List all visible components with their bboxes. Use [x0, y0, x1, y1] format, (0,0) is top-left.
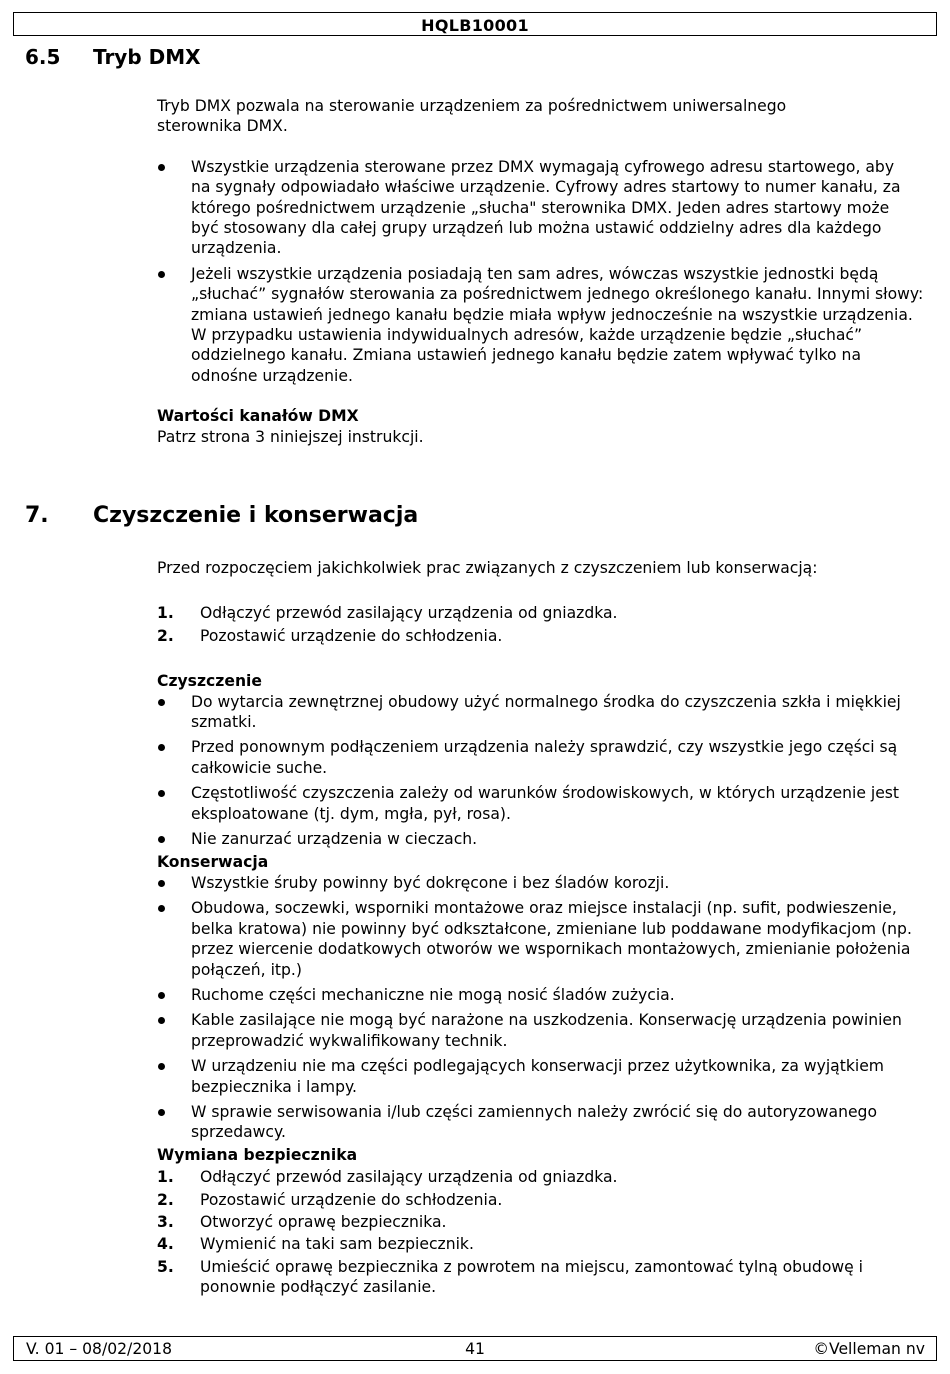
step-text: Wymienić na taki sam bezpiecznik.: [200, 1235, 474, 1254]
maintenance-heading: Konserwacja: [157, 853, 269, 872]
list-item: Kable zasilające nie mogą być narażone na uszkodzenia. Konserwację urządzenia powinien przeprowadzić wykwalifikowany technik.: [157, 1010, 927, 1051]
list-item: Przed ponownym podłączeniem urządzenia należy sprawdzić, czy wszystkie jego części są całkowicie suche.: [157, 737, 927, 778]
list-item: W sprawie serwisowania i/lub części zamiennych należy zwrócić się do autoryzowanego sprzedawcy.: [157, 1102, 927, 1143]
list-item: Częstotliwość czyszczenia zależy od warunków środowiskowych, w których urządzenie jest eksploatowane (tj. dym, mgła, pył, rosa).: [157, 783, 927, 824]
fuse-steps: [157, 1167, 927, 1297]
dmx-intro: Tryb DMX pozwala na sterowanie urządzeniem za pośrednictwem uniwersalnego sterownika DMX.: [157, 97, 787, 136]
list-item: [157, 1167, 927, 1187]
list-item: [157, 1234, 927, 1254]
list-item: Wszystkie śruby powinny być dokręcone i bez śladów korozji.: [157, 873, 927, 893]
list-item: [157, 1212, 927, 1232]
step-number: 2.: [157, 626, 174, 645]
dmx-bullet-list: [157, 157, 927, 386]
dmx-channel-heading: Wartości kanałów DMX: [157, 407, 359, 426]
section-title: Czyszczenie i konserwacja: [93, 503, 419, 528]
list-item: Ruchome części mechaniczne nie mogą nosić śladów zużycia.: [157, 985, 927, 1005]
maintenance-list: [157, 873, 927, 1143]
list-item: [157, 1190, 927, 1210]
page-number: 41: [465, 1340, 485, 1358]
list-item: Do wytarcia zewnętrznej obudowy użyć normalnego środka do czyszczenia szkła i miękkiej szmatki.: [157, 692, 927, 733]
maintenance-intro: Przed rozpoczęciem jakichkolwiek prac związanych z czyszczeniem lub konserwacją:: [157, 559, 818, 577]
step-number: 2.: [157, 1190, 174, 1209]
step-number: 1.: [157, 604, 174, 623]
step-number: 4.: [157, 1235, 174, 1254]
list-item: W urządzeniu nie ma części podlegających konserwacji przez użytkownika, za wyjątkiem bezpiecznika i lampy.: [157, 1056, 927, 1097]
pre-maintenance-steps: [157, 603, 927, 646]
section-7-body: [157, 558, 927, 1298]
page-footer: [13, 1336, 937, 1361]
step-text: Otworzyć oprawę bezpiecznika.: [200, 1212, 447, 1231]
step-text: Umieścić oprawę bezpiecznika z powrotem na miejscu, zamontować tylną obudowę i ponownie podłączyć zasilanie.: [200, 1257, 864, 1297]
step-text: Pozostawić urządzenie do schłodzenia.: [200, 1190, 503, 1209]
cleaning-list: [157, 692, 927, 850]
step-text: Pozostawić urządzenie do schłodzenia.: [200, 626, 503, 645]
list-item: Nie zanurzać urządzenia w cieczach.: [157, 829, 927, 849]
list-item: Wszystkie urządzenia sterowane przez DMX wymagają cyfrowego adresu startowego, aby na sygnały odpowiadało właściwe urządzenie. Cyfrowy adres startowy to numer kanału, za którego pośrednictwem urządzenie „słucha" sterownika DMX. Jeden adres startowy może być stosowany dla całej grupy urządzeń lub można ustawić oddzielny adres dla każdego urządzenia.: [157, 157, 927, 259]
page-header: [13, 12, 937, 36]
section-title: Tryb DMX: [93, 45, 201, 69]
list-item: [157, 603, 927, 623]
cleaning-heading: Czyszczenie: [157, 672, 262, 691]
version-date: V. 01 – 08/02/2018: [26, 1340, 173, 1358]
dmx-channel-text: Patrz strona 3 niniejszej instrukcji.: [157, 427, 424, 446]
step-number: 1.: [157, 1168, 174, 1187]
list-item: [157, 1257, 927, 1298]
section-number: 7.: [25, 503, 49, 528]
step-number: 5.: [157, 1257, 174, 1276]
section-6-5-body: [157, 96, 927, 447]
step-text: Odłączyć przewód zasilający urządzenia od gniazdka.: [200, 604, 618, 623]
document-code: HQLB10001: [421, 16, 529, 35]
step-number: 3.: [157, 1212, 174, 1231]
list-item: [157, 626, 927, 646]
section-number: 6.5: [25, 45, 61, 69]
list-item: Jeżeli wszystkie urządzenia posiadają ten sam adres, wówczas wszystkie jednostki będą „słuchać” sygnałów sterowania za pośrednictwem jednego określonego kanału. Innymi słowy: zmiana ustawień jednego kanału będzie miała wpływ jednocześnie na wszystkie urządzenia. W przypadku ustawienia indywidualnych adresów, każde urządzenie będzie „słuchać” oddzielnego kanału. Zmiana ustawień jednego kanału będzie zatem wpływać tylko na odnośne urządzenie.: [157, 264, 927, 386]
list-item: Obudowa, soczewki, wsporniki montażowe oraz miejsce instalacji (np. sufit, podwieszenie, belka kratowa) nie powinny być odkształcone, zmieniane lub poddawane modyfikacjom (np. przez wiercenie dodatkowych otworów we wspornikach montażowych, zmienianie położenia połączeń, itp.): [157, 898, 927, 980]
step-text: Odłączyć przewód zasilający urządzenia od gniazdka.: [200, 1168, 618, 1187]
copyright: ©Velleman nv: [813, 1340, 925, 1358]
fuse-heading: Wymiana bezpiecznika: [157, 1145, 358, 1164]
